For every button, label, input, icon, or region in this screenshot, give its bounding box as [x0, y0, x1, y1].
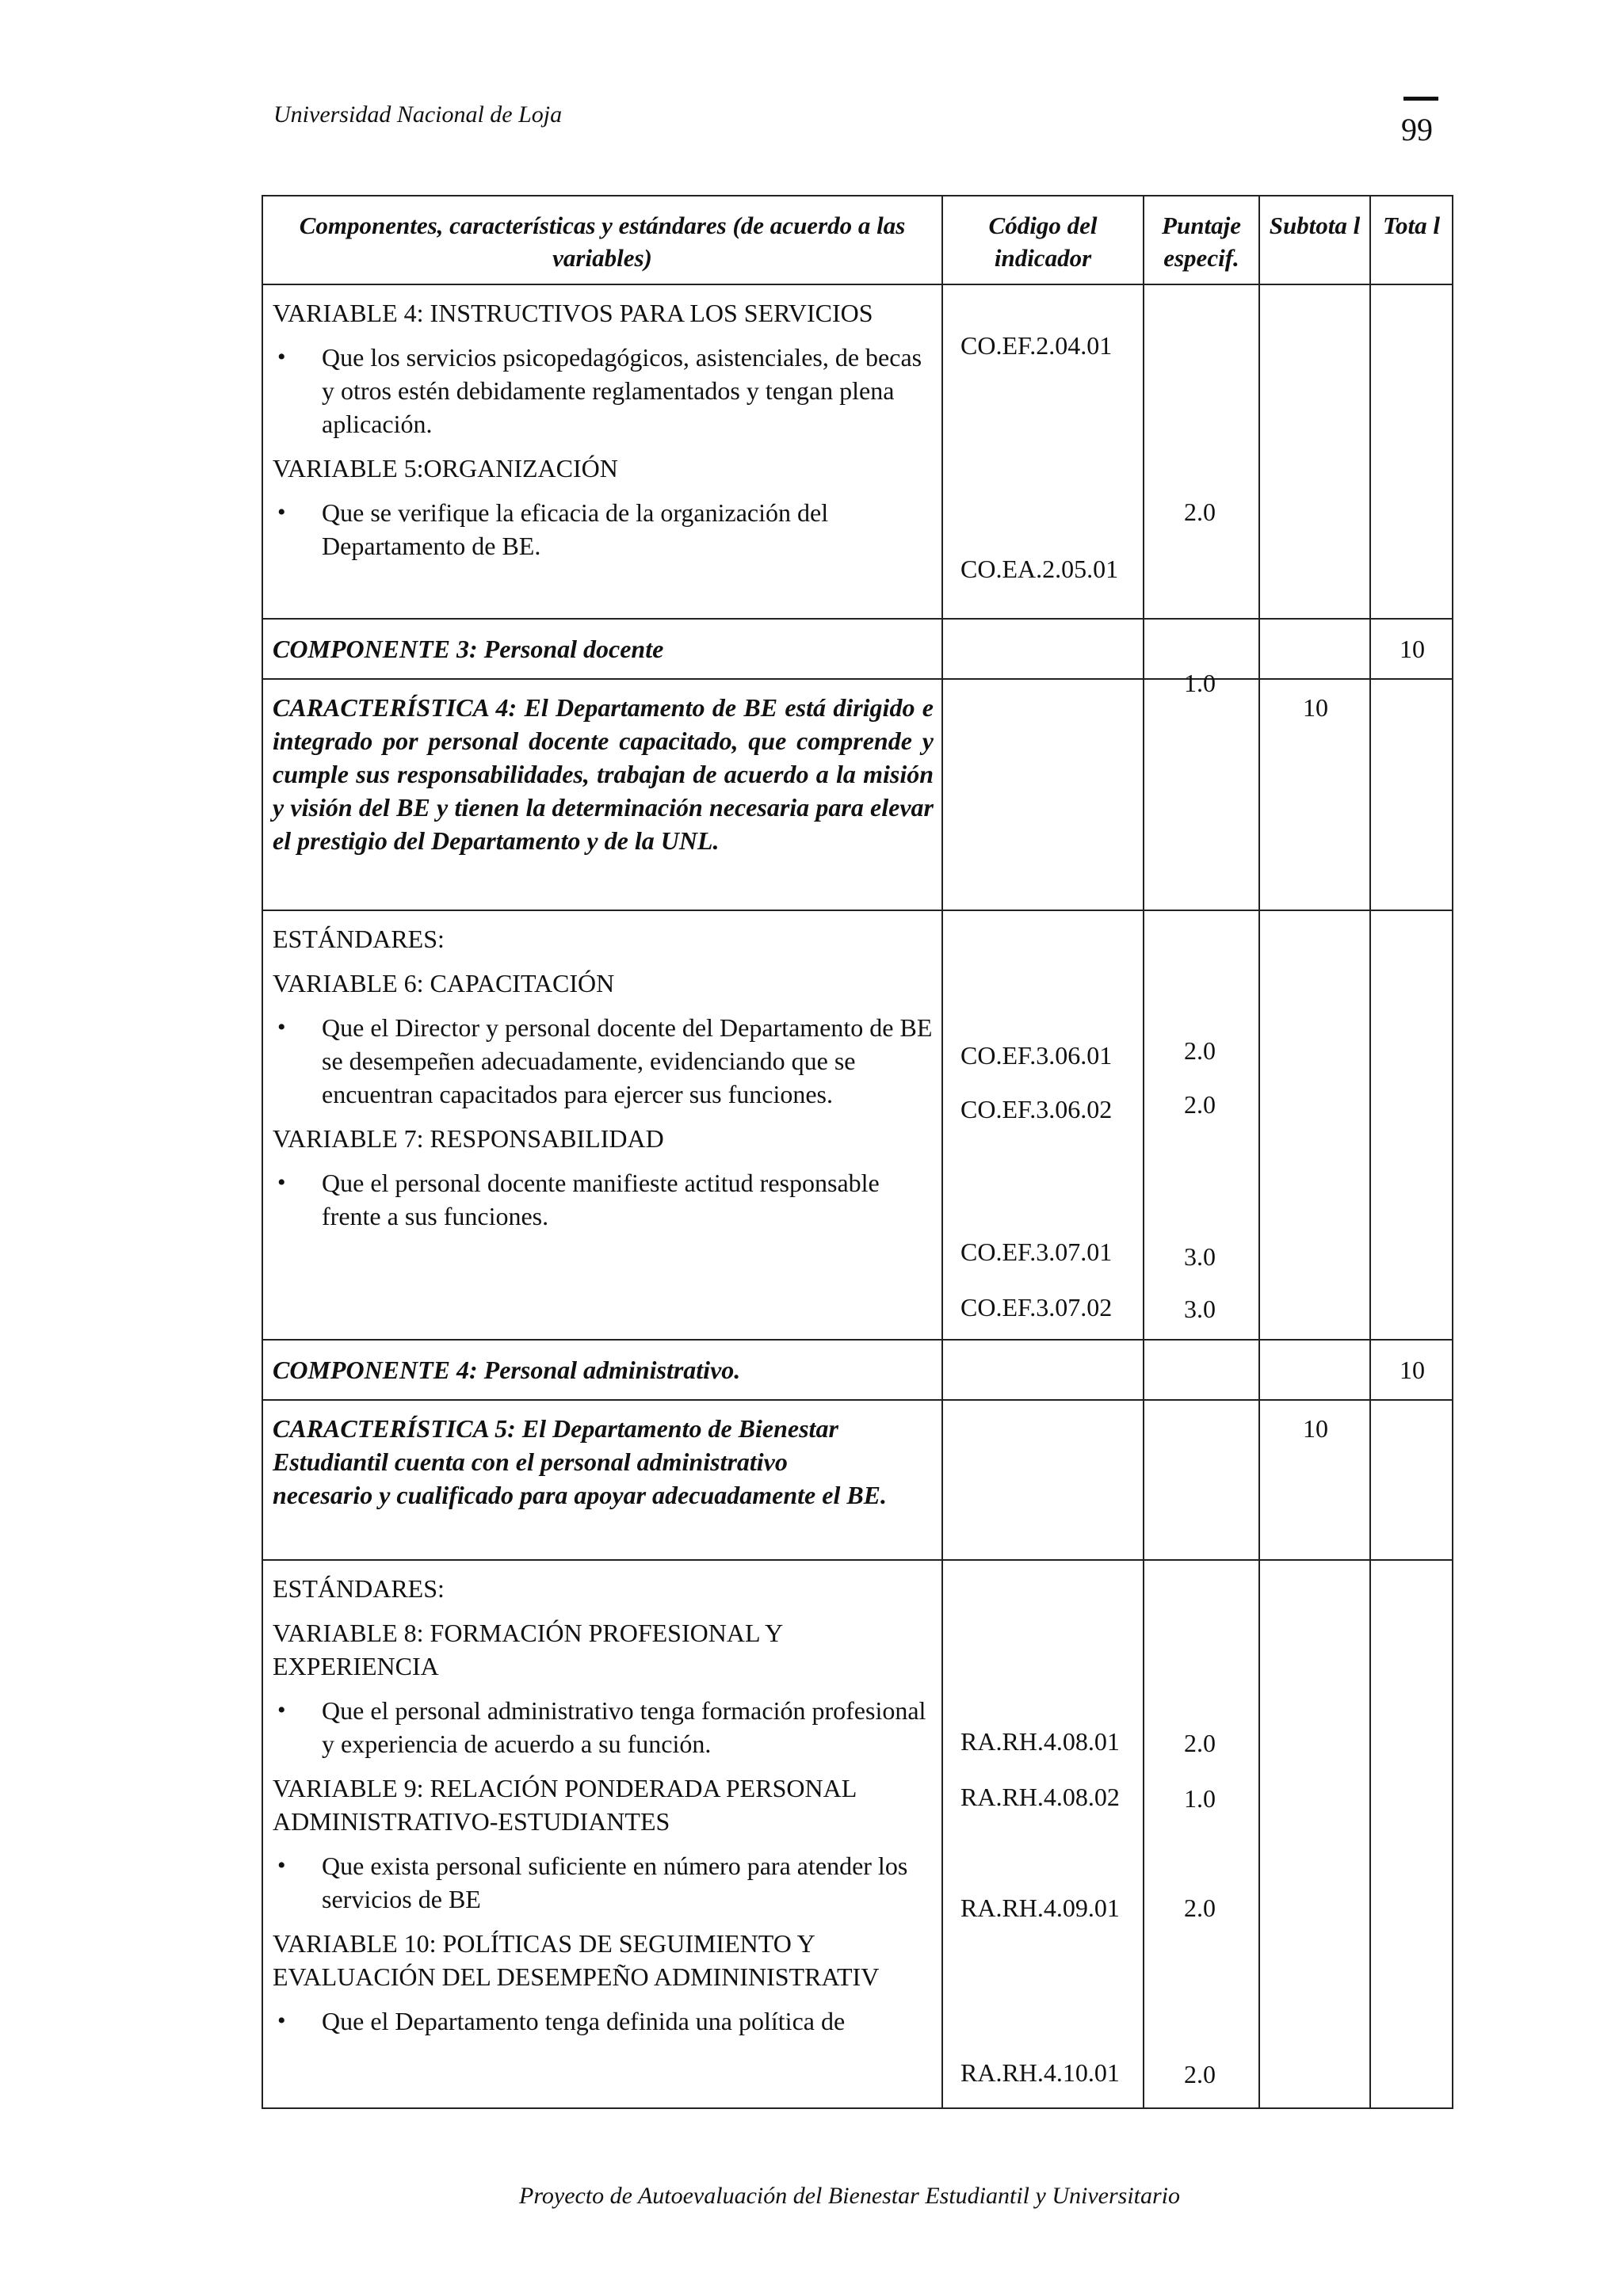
header-score: Puntaje especif. — [1144, 196, 1259, 284]
characteristic-subtotal: 10 — [1303, 1414, 1328, 1443]
indicator-code: CO.EF.3.07.02 — [960, 1293, 1113, 1322]
table-row — [262, 619, 1453, 679]
standard-bullet: • Que el Departamento tenga definida una política de — [273, 2004, 934, 2038]
variable-heading: VARIABLE 10: POLÍTICAS DE SEGUIMIENTO Y EVALUACIÓN DEL DESEMPEÑO ADMININISTRATIV — [273, 1929, 880, 1991]
score-value: 1.0 — [1184, 669, 1216, 697]
variable-heading: VARIABLE 6: CAPACITACIÓN — [273, 969, 615, 997]
score-value: 3.0 — [1184, 1242, 1216, 1271]
indicator-code: CO.EA.2.05.01 — [960, 555, 1119, 583]
running-footer: Proyecto de Autoevaluación del Bienestar Estudiantil y Universitario — [519, 2183, 1180, 2209]
indicator-code: CO.EF.2.04.01 — [960, 331, 1113, 360]
variable-heading: VARIABLE 9: RELACIÓN PONDERADA PERSONAL ADMINISTRATIVO-ESTUDIANTES — [273, 1774, 857, 1836]
standard-bullet: • Que el personal docente manifieste actitud responsable frente a sus funciones. — [273, 1166, 934, 1233]
characteristic-subtotal: 10 — [1303, 693, 1328, 722]
header-total: Tota l — [1370, 196, 1453, 284]
indicator-code: RA.RH.4.08.01 — [960, 1727, 1120, 1756]
table-row — [262, 284, 1453, 619]
indicator-code: RA.RH.4.10.01 — [960, 2058, 1120, 2087]
indicator-code: RA.RH.4.08.02 — [960, 1783, 1120, 1811]
table-header-row — [262, 196, 1453, 284]
standard-bullet: • Que el Director y personal docente del Departamento de BE se desempeñen adecuadamente, evidenciando que se encuentran capacitados para ejercer sus funciones. — [273, 1011, 934, 1111]
standard-bullet: • Que exista personal suficiente en número para atender los servicios de BE — [273, 1849, 934, 1916]
indicator-code: CO.EF.3.06.01 — [960, 1041, 1113, 1070]
score-value: 2.0 — [1184, 2060, 1216, 2088]
standards-heading: ESTÁNDARES: — [273, 925, 445, 953]
header-components: Componentes, características y estándares (de acuerdo a las variables) — [262, 196, 942, 284]
header-indicator-code: Código del indicador — [942, 196, 1144, 284]
variable-heading: VARIABLE 4: INSTRUCTIVOS PARA LOS SERVICIOS — [273, 299, 873, 327]
score-value: 2.0 — [1184, 1036, 1216, 1065]
characteristic-text: CARACTERÍSTICA 4: El Departamento de BE está dirigido e integrado por personal docente capacitado, que comprende y cumple sus responsabilidades, trabajan de acuerdo a la misión y visión del BE y tienen la determinación necesaria para elevar el prestigio del Departamento y de la UNL. — [273, 693, 934, 855]
component-total: 10 — [1400, 635, 1425, 663]
table-row — [262, 1560, 1453, 2108]
component-total: 10 — [1400, 1356, 1425, 1384]
table-row — [262, 679, 1453, 910]
table-row — [262, 910, 1453, 1340]
score-value: 1.0 — [1184, 1784, 1216, 1813]
page-number: 99 — [1401, 112, 1433, 147]
indicator-code: RA.RH.4.09.01 — [960, 1894, 1120, 1922]
standard-bullet: • Que el personal administrativo tenga formación profesional y experiencia de acuerdo a su función. — [273, 1694, 934, 1760]
score-value: 2.0 — [1184, 1090, 1216, 1119]
running-header: Universidad Nacional de Loja — [273, 101, 563, 128]
indicator-code: CO.EF.3.06.02 — [960, 1095, 1113, 1123]
indicator-code: CO.EF.3.07.01 — [960, 1238, 1113, 1266]
score-value: 3.0 — [1184, 1295, 1216, 1323]
table-row — [262, 1340, 1453, 1400]
variable-heading: VARIABLE 7: RESPONSABILIDAD — [273, 1124, 664, 1153]
page-number-rule — [1403, 97, 1438, 101]
score-value: 2.0 — [1184, 1729, 1216, 1757]
header-subtotal: Subtota l — [1259, 196, 1370, 284]
component-label: COMPONENTE 4: Personal administrativo. — [273, 1356, 741, 1384]
standards-heading: ESTÁNDARES: — [273, 1574, 445, 1603]
variable-heading: VARIABLE 8: FORMACIÓN PROFESIONAL Y EXPERIENCIA — [273, 1619, 783, 1680]
table-row — [262, 1400, 1453, 1560]
standard-bullet: • Que los servicios psicopedagógicos, asistenciales, de becas y otros estén debidamente reglamentados y tengan plena aplicación. — [273, 341, 934, 441]
standard-bullet: • Que se verifique la eficacia de la organización del Departamento de BE. — [273, 496, 934, 563]
evaluation-table — [262, 195, 1453, 2109]
component-label: COMPONENTE 3: Personal docente — [273, 635, 664, 663]
score-value: 2.0 — [1184, 1894, 1216, 1922]
characteristic-text: CARACTERÍSTICA 5: El Departamento de Bienestar Estudiantil cuenta con el personal administrativo necesario y cualificado para apoyar adecuadamente el BE. — [273, 1414, 888, 1509]
variable-heading: VARIABLE 5:ORGANIZACIÓN — [273, 454, 618, 482]
score-value: 2.0 — [1184, 498, 1216, 526]
